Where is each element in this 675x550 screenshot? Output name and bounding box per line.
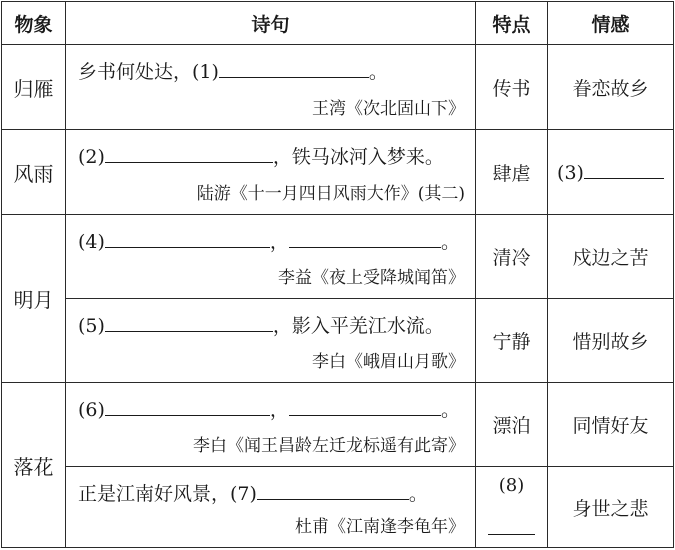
verse-line <box>78 395 460 422</box>
verse-line <box>78 479 428 506</box>
answer-blank-1[interactable] <box>219 59 369 78</box>
emotion-cell: 惜别故乡 <box>548 299 674 383</box>
emotion-cell <box>548 130 674 215</box>
feature-cell: 宁静 <box>476 299 548 383</box>
verse-line <box>78 142 444 169</box>
verse-text: ， <box>269 231 289 253</box>
verse-cell <box>66 467 476 548</box>
object-cell: 明月 <box>2 215 66 383</box>
table-row <box>2 215 674 299</box>
answer-blank-8[interactable] <box>488 534 535 535</box>
verse-text: ， <box>269 399 289 421</box>
verse-text: 。 <box>440 231 460 253</box>
emotion-cell: 戍边之苦 <box>548 215 674 299</box>
table-row <box>2 383 674 467</box>
verse-cell <box>66 383 476 467</box>
verse-line <box>78 311 444 338</box>
verse-text: (4) <box>78 231 105 253</box>
verse-text: 。 <box>440 399 460 421</box>
emotion-cell: 眷恋故乡 <box>548 45 674 130</box>
verse-source: 王湾《次北固山下》 <box>312 99 465 119</box>
feature-label: (8) <box>498 475 525 496</box>
verse-text: (5) <box>78 315 105 337</box>
verse-source: 李白《峨眉山月歌》 <box>312 352 465 372</box>
verse-source: 杜甫《江南逢李龟年》 <box>295 517 465 537</box>
answer-blank-4a[interactable] <box>105 229 270 248</box>
verse-source: 李白《闻王昌龄左迁龙标遥有此寄》 <box>193 436 465 456</box>
verse-cell <box>66 215 476 299</box>
header-row <box>2 2 674 45</box>
answer-blank-3[interactable] <box>584 160 664 179</box>
table-row <box>2 130 674 215</box>
verse-text: (6) <box>78 399 105 421</box>
verse-cell <box>66 45 476 130</box>
emotion-cell: 同情好友 <box>548 383 674 467</box>
emotion-cell: 身世之悲 <box>548 467 674 548</box>
verse-line <box>78 57 388 84</box>
answer-blank-6b[interactable] <box>289 397 441 416</box>
verse-cell <box>66 299 476 383</box>
answer-blank-4b[interactable] <box>289 229 441 248</box>
object-cell: 落花 <box>2 383 66 548</box>
answer-blank-2[interactable] <box>105 144 273 163</box>
verse-text: 。 <box>408 483 428 505</box>
verse-text: ，铁马冰河入梦来。 <box>272 146 444 168</box>
header-feature: 特点 <box>476 2 548 45</box>
verse-cell <box>66 130 476 215</box>
answer-blank-7[interactable] <box>257 481 409 500</box>
feature-cell: 传书 <box>476 45 548 130</box>
emotion-label: (3) <box>557 162 584 184</box>
poem-imagery-table <box>1 1 674 548</box>
verse-line <box>78 227 460 254</box>
answer-blank-6a[interactable] <box>105 397 270 416</box>
header-object: 物象 <box>2 2 66 45</box>
answer-blank-5[interactable] <box>105 313 273 332</box>
verse-text: 正是江南好风景，(7) <box>78 483 257 505</box>
feature-cell: 清冷 <box>476 215 548 299</box>
feature-blank-wrap <box>476 467 547 547</box>
table-row <box>2 45 674 130</box>
verse-text: 乡书何处达，(1) <box>78 61 219 83</box>
verse-source: 李益《夜上受降城闻笛》 <box>278 268 465 288</box>
feature-cell <box>476 467 548 548</box>
object-cell: 风雨 <box>2 130 66 215</box>
header-emotion: 情感 <box>548 2 674 45</box>
verse-text: 。 <box>368 61 388 83</box>
table-row <box>2 299 674 383</box>
feature-cell: 漂泊 <box>476 383 548 467</box>
feature-cell: 肆虐 <box>476 130 548 215</box>
header-verse: 诗句 <box>66 2 476 45</box>
verse-text: ，影入平羌江水流。 <box>272 315 444 337</box>
table-row <box>2 467 674 548</box>
object-cell: 归雁 <box>2 45 66 130</box>
verse-source: 陆游《十一月四日风雨大作》(其二) <box>196 184 465 204</box>
verse-text: (2) <box>78 146 105 168</box>
